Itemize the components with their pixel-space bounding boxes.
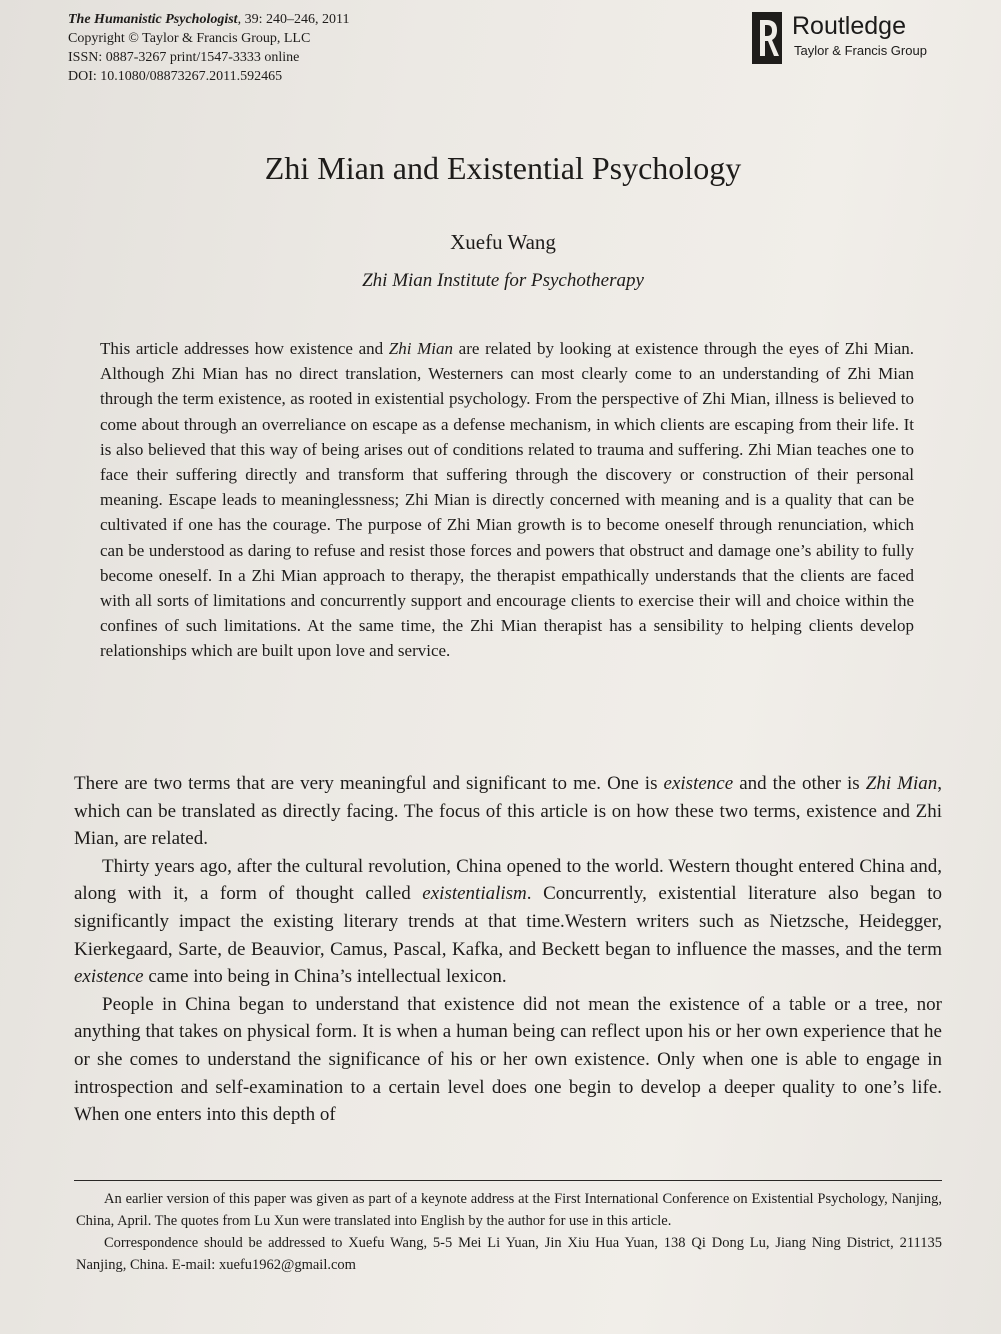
abstract-text-2: are related by looking at existence through the eyes of Zhi Mian. Although Zhi Mian has no direct translation, Westerners can most clearly come to an understanding of Zhi Mian through the term existence, as rooted in existential psychology. From the perspective of Zhi Mian, illness is believed to come about through an overreliance on escape as a defense mechanism, in which clients are escaping from their life. It is also believed that this way of being arises out of conditions related to trauma and suffering. Zhi Mian teaches one to face their suffering directly and transform that suffering through the discovery or construction of their personal meaning. Escape leads to meaninglessness; Zhi Mian is directly concerned with meaning and is a quality that can be cultivated if one has the courage. The purpose of Zhi Mian growth is to become oneself through renunciation, which can be understood as daring to refuse and resist those forces and powers that obstruct and damage one’s ability to fully become oneself. In a Zhi Mian approach to therapy, the therapist empathically understands that the clients are faced with all sorts of limitations and concurrently support and encourage clients to exercise their will and choice within the confines of such limitations. At the same time, the Zhi Mian therapist has a sensibility to helping clients develop relationships which are built upon love and service. [100, 339, 915, 661]
text-run: . Concurrently, existential literature also began to significantly impact the existing literary trends at that time.Western writers such as Nietzsche, Heidegger, Kierkegaard, Sarte, de Beauvior, Camus, Pascal, Kafka, and Beckett began to influence the masses, and the term [74, 883, 942, 960]
publisher-name: Routledge [792, 12, 906, 40]
article-title: Zhi Mian and Existential Psychology [264, 150, 742, 186]
journal-citation [68, 10, 548, 29]
italic-term: existentialism [422, 883, 527, 905]
journal-info [68, 10, 548, 86]
body-paragraph-2 [74, 853, 942, 991]
publisher-logo [752, 10, 952, 66]
article-author: Xuefu Wang [450, 230, 556, 254]
text-run: There are two terms that are very meaningful and significant to me. One is [74, 773, 664, 794]
body-paragraph-3: People in China began to understand that existence did not mean the existence of a table or a tree, nor anything that takes on physical form. It is when a human being can reflect upon his or her own experience that he or she comes to understand the significance of his or her own existence. Only when one is able to engage in introspection and self-examination to a certain level does one begin to develop a deeper quality to one’s life. When one enters into this depth of [74, 993, 942, 1126]
journal-volume-pages: , 39: 240–246, 2011 [237, 12, 350, 27]
text-run: and the other is [733, 773, 866, 794]
body-text [74, 770, 942, 1129]
abstract [100, 336, 914, 664]
footnote-earlier-version: An earlier version of this paper was given as part of a keynote address at the First International Conference on Existential Psychology, Nanjing, China, April. The quotes from Lu Xun were translated into English by the author for use in this article. [76, 1191, 942, 1229]
publisher-group: Taylor & Francis Group [794, 43, 927, 58]
abstract-italic-term: Zhi Mian [388, 339, 454, 358]
italic-term: existence [74, 966, 144, 988]
doi-line: DOI: 10.1080/08873267.2011.592465 [68, 69, 283, 84]
author-affiliation: Zhi Mian Institute for Psychotherapy [362, 270, 644, 291]
text-run: , which can be translated as directly facing. The focus of this article is on how these two terms, existence and Zhi Mian, are related. [74, 773, 942, 850]
text-run: came into being in China’s intellectual lexicon. [143, 966, 507, 988]
journal-name: The Humanistic Psychologist [68, 12, 238, 27]
routledge-r-logo-icon [752, 12, 782, 64]
text-run: Thirty years ago, after the cultural revolution, China opened to the world. Western thought entered China and, along with it, a form of thought called [74, 855, 942, 905]
footnote-divider [74, 1180, 942, 1181]
copyright-line: Copyright © Taylor & Francis Group, LLC [68, 31, 311, 46]
body-paragraph-1 [74, 770, 942, 853]
abstract-text-1: This article addresses how existence and [100, 339, 389, 358]
italic-term: Zhi Mian [865, 773, 938, 794]
issn-line: ISSN: 0887-3267 print/1547-3333 online [68, 50, 300, 65]
italic-term: existence [663, 773, 734, 794]
footnote-correspondence: Correspondence should be addressed to Xuefu Wang, 5-5 Mei Li Yuan, Jin Xiu Hua Yuan, 138 Qi Dong Lu, Jiang Ning District, 211135 Nanjing, China. E-mail: xuefu1962@gmail.com [76, 1235, 942, 1273]
footnotes [76, 1188, 942, 1276]
